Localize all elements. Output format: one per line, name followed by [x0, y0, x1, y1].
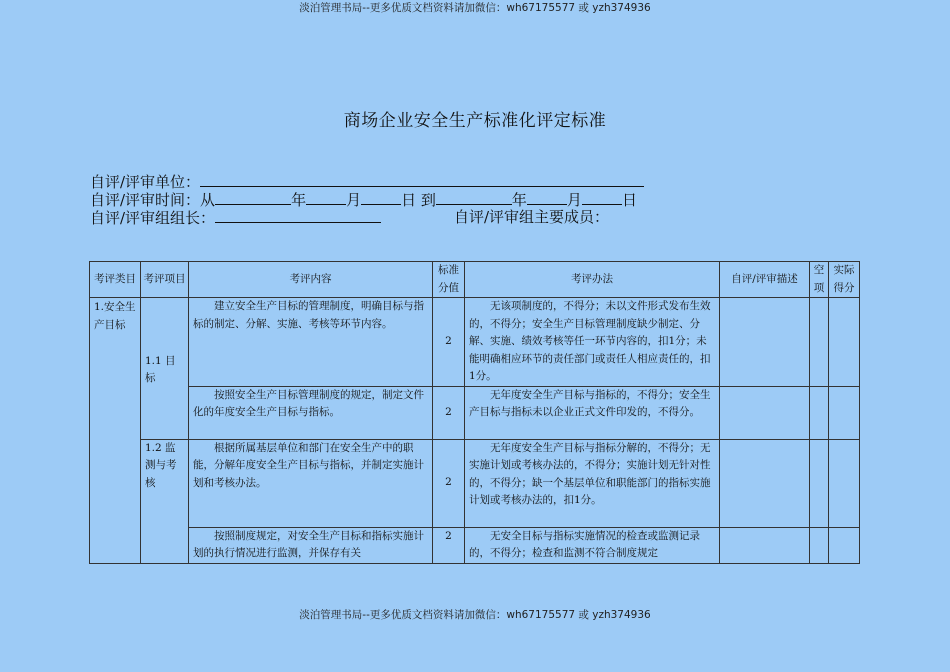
header-category: 考评类目 [90, 262, 141, 298]
actual-cell [829, 439, 860, 527]
header-score: 标准分值 [433, 262, 465, 298]
form-unit-line [90, 172, 644, 191]
header-item: 考评项目 [141, 262, 189, 298]
evaluation-table [89, 261, 860, 564]
blank-cell [810, 439, 829, 527]
leader-blank [215, 208, 381, 223]
document-title: 商场企业安全生产标准化评定标准 [343, 111, 607, 131]
category-cell: 1.安全生产目标 [90, 298, 141, 564]
actual-cell [829, 527, 860, 563]
item-cell-1-2: 1.2 监测与考核 [141, 439, 189, 563]
score-cell: 2 [433, 386, 465, 439]
table-header-row [90, 262, 860, 298]
unit-label: 自评/评审单位： [90, 173, 201, 191]
actual-cell [829, 298, 860, 387]
to-day-label: 日 [621, 191, 637, 209]
desc-cell [720, 527, 810, 563]
actual-cell [829, 386, 860, 439]
content-cell: 根据所属基层单位和部门在安全生产中的职能，分解年度安全生产目标与指标，并制定实施计划和考核办法。 [189, 439, 433, 527]
desc-cell [720, 298, 810, 387]
content-cell [189, 527, 433, 563]
from-day-label: 日 [401, 191, 417, 209]
method-text: 无安全目标与指标实施情况的检查或监测记录的，不得分；检查和监测不符合制度规定 [469, 529, 700, 559]
method-cell: 无年度安全生产目标与指标的，不得分；安全生产目标与指标未以企业正式文件印发的，不得分。 [465, 386, 720, 439]
from-month-blank [306, 190, 346, 205]
to-label: 到 [420, 191, 436, 209]
form-members-line [454, 208, 609, 226]
method-cell: 无该项制度的，不得分；未以文件形式发布生效的，不得分；安全生产目标管理制度缺少制定、分解、实施、绩效考核等任一环节内容的，扣1分；未能明确相应环节的责任部门或责任人相应责任的，扣1分。 [465, 298, 720, 387]
score-cell: 2 [433, 298, 465, 387]
header-method: 考评办法 [465, 262, 720, 298]
content-cell: 按照安全生产目标管理制度的规定，制定文件化的年度安全生产目标与指标。 [189, 386, 433, 439]
watermark-bottom: 淡泊管理书局--更多优质文档资料请加微信：wh67175577 或 yzh374936 [299, 609, 651, 621]
method-cell: 无年度安全生产目标与指标分解的，不得分；无实施计划或考核办法的，不得分；实施计划无针对性的，不得分；缺一个基层单位和职能部门的指标实施计划或考核办法的，扣1分。 [465, 439, 720, 527]
from-year-label: 年 [291, 191, 307, 209]
blank-cell [810, 298, 829, 387]
to-month-label: 月 [566, 191, 582, 209]
members-label: 自评/评审组主要成员： [454, 208, 610, 226]
from-month-label: 月 [346, 191, 362, 209]
header-actual: 实际得分 [829, 262, 860, 298]
leader-label: 自评/评审组组长： [90, 209, 216, 227]
from-day-blank [361, 190, 401, 205]
table-row [90, 439, 860, 527]
to-month-blank [527, 190, 567, 205]
from-year-blank [215, 190, 291, 205]
table-row [90, 527, 860, 563]
to-day-blank [582, 190, 622, 205]
header-blank: 空项 [810, 262, 829, 298]
table-row [90, 298, 860, 387]
item-cell-1-1: 1.1 目标 [141, 298, 189, 440]
blank-cell [810, 386, 829, 439]
header-desc: 自评/评审描述 [720, 262, 810, 298]
content-text: 按照制度规定，对安全生产目标和指标实施计划的执行情况进行监测，并保存有关 [193, 529, 424, 559]
desc-cell [720, 439, 810, 527]
form-time-line [90, 190, 637, 209]
to-year-label: 年 [511, 191, 527, 209]
unit-blank [200, 172, 644, 187]
time-label: 自评/评审时间：从 [90, 191, 216, 209]
header-content: 考评内容 [189, 262, 433, 298]
form-leader-line [90, 208, 381, 227]
blank-cell [810, 527, 829, 563]
table-row [90, 386, 860, 439]
to-year-blank [436, 190, 512, 205]
score-cell: 2 [433, 527, 465, 563]
desc-cell [720, 386, 810, 439]
content-cell: 建立安全生产目标的管理制度，明确目标与指标的制定、分解、实施、考核等环节内容。 [189, 298, 433, 387]
watermark-top: 淡泊管理书局--更多优质文档资料请加微信：wh67175577 或 yzh374936 [299, 2, 651, 14]
score-cell: 2 [433, 439, 465, 527]
method-cell [465, 527, 720, 563]
